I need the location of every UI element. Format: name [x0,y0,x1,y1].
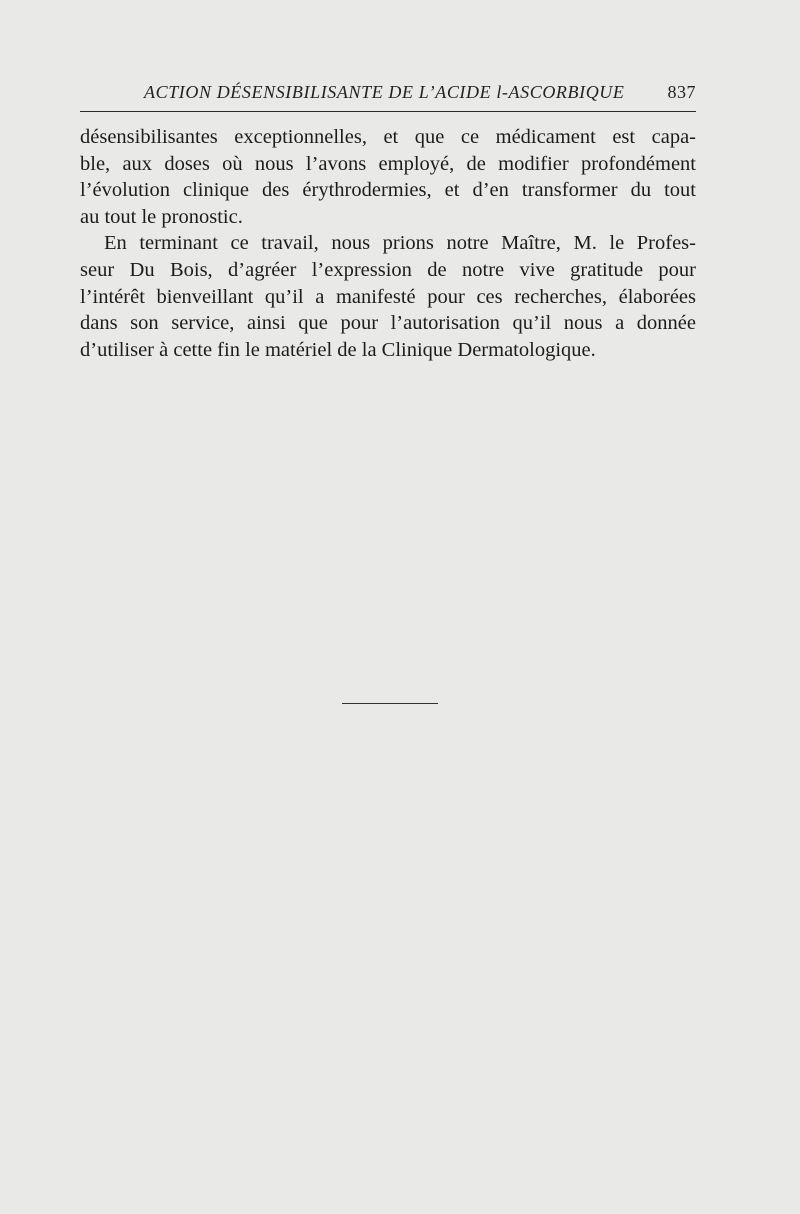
text-line: ble, aux doses où nous l’avons employé, de modifier profondément [80,152,696,175]
text-line: au tout le pronostic. [80,205,243,228]
text-line: d’utiliser à cette fin le matériel de la Clinique Dermatologique. [80,338,596,361]
text-line: l’intérêt bienveillant qu’il a manifesté pour ces recherches, élaborées [80,285,696,308]
paragraph-conclusion [80,124,696,230]
running-title: ACTION DÉSENSIBILISANTE DE L’ACIDE l-ASCORBIQUE [144,82,625,102]
text-line: En terminant ce travail, nous prions notre Maître, M. le Profes- [104,232,696,255]
section-end-rule [342,703,438,704]
text-line: dans son service, ainsi que pour l’autorisation qu’il nous a donnée [80,312,696,335]
paragraph-acknowledgement [80,230,696,363]
text-line: l’évolution clinique des érythrodermies, et d’en transformer du tout [80,179,696,202]
body-text [80,124,696,363]
header-rule [80,111,696,112]
text-line: désensibilisantes exceptionnelles, et que ce médicament est capa- [80,126,696,148]
page-number: 837 [667,82,696,102]
text-line: seur Du Bois, d’agréer l’expression de notre vive gratitude pour [80,258,696,281]
running-header [80,82,696,110]
